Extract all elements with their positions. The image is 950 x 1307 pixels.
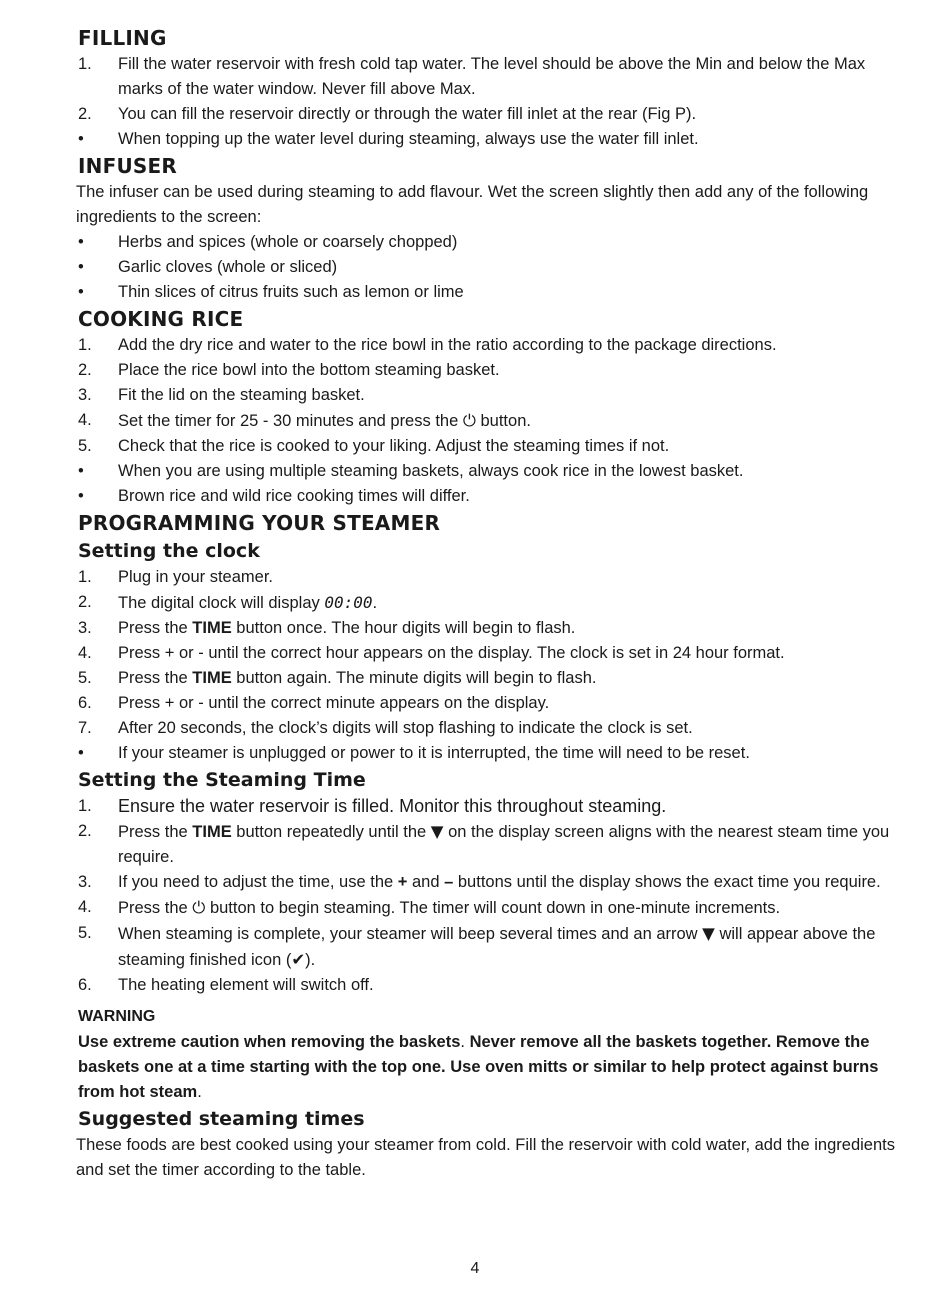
list-item: [78, 716, 908, 741]
list-item-text: Add the dry rice and water to the rice bowl in the ratio according to the package directions.: [118, 336, 777, 354]
list-marker: 4.: [78, 411, 92, 429]
minus-symbol: –: [444, 873, 454, 891]
list-item: [78, 870, 908, 895]
list-marker: 3.: [78, 619, 92, 637]
list-item: [78, 616, 908, 641]
text-run: Press the: [118, 899, 193, 917]
list-marker: 3.: [78, 386, 92, 404]
list-item: [78, 973, 908, 998]
list-item: [78, 895, 908, 921]
list-item: [78, 641, 908, 666]
text-run: Press the: [118, 669, 193, 687]
list-item: [78, 255, 908, 280]
arrow-down-icon: ▼: [430, 822, 444, 841]
list-marker: •: [78, 258, 84, 276]
page-number: 4: [470, 1260, 480, 1277]
setting-steaming-time-heading: Setting the Steaming Time: [78, 769, 366, 791]
list-marker: 1.: [78, 568, 92, 586]
list-item-text: [118, 921, 908, 973]
list-item-text: Fit the lid on the steaming basket.: [118, 386, 365, 404]
text-run: Use extreme caution when removing the baskets: [78, 1033, 461, 1051]
suggested-section: [78, 1105, 908, 1183]
list-item-text: Press + or - until the correct minute appears on the display.: [118, 694, 550, 712]
text-run: When steaming is complete, your steamer will beep several times and an arrow: [118, 925, 703, 943]
list-item: [78, 127, 908, 152]
list-item: [78, 741, 908, 766]
list-marker: 3.: [78, 873, 92, 891]
infuser-heading: INFUSER: [78, 154, 177, 178]
list-marker: 4.: [78, 898, 92, 916]
list-item: [78, 484, 908, 509]
list-marker: 7.: [78, 719, 92, 737]
infuser-section: [78, 152, 908, 305]
list-item: [78, 52, 908, 102]
list-item: [78, 590, 908, 616]
list-item: [78, 666, 908, 691]
list-item-text: Brown rice and wild rice cooking times will differ.: [118, 487, 470, 505]
list-item-text: Place the rice bowl into the bottom steaming basket.: [118, 361, 500, 379]
list-item-text: If your steamer is unplugged or power to it is interrupted, the time will need to be reset.: [118, 744, 750, 762]
text-run: Press the: [118, 619, 193, 637]
list-item-text: [118, 870, 908, 895]
list-marker: •: [78, 462, 84, 480]
list-marker: 6.: [78, 694, 92, 712]
plus-symbol: +: [397, 873, 408, 891]
list-item: [78, 819, 908, 870]
text-run: button again. The minute digits will begin to flash.: [231, 669, 597, 687]
text-run: on the display screen aligns with the nearest steam time you require.: [118, 823, 890, 866]
list-marker: •: [78, 283, 84, 301]
text-run: button once. The hour digits will begin to flash.: [231, 619, 576, 637]
text-run: The digital clock will display: [118, 594, 325, 612]
list-item-text: [118, 408, 908, 434]
time-button-label: TIME: [192, 669, 232, 687]
text-run: button.: [475, 412, 531, 430]
cooking-rice-heading: COOKING RICE: [78, 307, 244, 331]
text-run: will appear above the steaming finished icon (: [118, 925, 876, 969]
suggested-heading: Suggested steaming times: [78, 1108, 365, 1130]
warning-heading: WARNING: [78, 1008, 156, 1025]
text-run: .: [197, 1083, 202, 1101]
cooking-rice-section: [78, 305, 908, 509]
list-marker: 2.: [78, 105, 92, 123]
list-item-text: Ensure the water reservoir is filled. Monitor this throughout steaming.: [118, 796, 667, 816]
text-run: Never remove all the baskets together. Remove the baskets one at a time starting with the top one. Use oven mitts or similar to help protect against burns from hot steam: [78, 1033, 879, 1101]
warning-section: [78, 1004, 908, 1105]
list-marker: 6.: [78, 976, 92, 994]
list-item-text: The heating element will switch off.: [118, 976, 374, 994]
list-item: [78, 280, 908, 305]
list-marker: •: [78, 744, 84, 762]
text-run: Press the: [118, 823, 193, 841]
page-content: [78, 24, 908, 1183]
checkmark-icon: ✔: [291, 950, 306, 969]
list-item: [78, 333, 908, 358]
programming-heading: PROGRAMMING YOUR STEAMER: [78, 511, 441, 535]
list-item-text: Garlic cloves (whole or sliced): [118, 258, 338, 276]
list-marker: •: [78, 487, 84, 505]
programming-section: [78, 509, 908, 998]
text-run: ).: [305, 951, 316, 969]
list-marker: 2.: [78, 361, 92, 379]
text-run: Set the timer for 25 - 30 minutes and press the: [118, 412, 463, 430]
list-marker: 1.: [78, 336, 92, 354]
list-item-text: Thin slices of citrus fruits such as lemon or lime: [118, 283, 464, 301]
setting-clock-heading: Setting the clock: [78, 540, 260, 562]
list-item-text: You can fill the reservoir directly or through the water fill inlet at the rear (Fig P).: [118, 105, 697, 123]
text-run: button to begin steaming. The timer will count down in one-minute increments.: [205, 899, 781, 917]
list-marker: 5.: [78, 437, 92, 455]
list-item: [78, 434, 908, 459]
list-item: [78, 408, 908, 434]
text-run: button repeatedly until the: [231, 823, 431, 841]
list-item: [78, 565, 908, 590]
list-item-text: [118, 819, 908, 870]
list-item-text: When you are using multiple steaming baskets, always cook rice in the lowest basket.: [118, 462, 744, 480]
list-item-text: Herbs and spices (whole or coarsely chopped): [118, 233, 458, 251]
list-item: [78, 102, 908, 127]
list-marker: 1.: [78, 797, 92, 815]
list-item: [78, 921, 908, 973]
text-run: .: [460, 1033, 470, 1051]
list-item: [78, 383, 908, 408]
list-item: [78, 459, 908, 484]
list-item: [78, 230, 908, 255]
text-run: If you need to adjust the time, use the: [118, 873, 398, 891]
list-item-text: Press + or - until the correct hour appears on the display. The clock is set in 24 hour format.: [118, 644, 785, 662]
list-marker: 5.: [78, 669, 92, 687]
list-marker: 1.: [78, 55, 92, 73]
list-item-text: When topping up the water level during steaming, always use the water fill inlet.: [118, 130, 699, 148]
list-item-text: Plug in your steamer.: [118, 568, 273, 586]
infuser-intro: The infuser can be used during steaming to add flavour. Wet the screen slightly then add any of the following ingredients to the screen:: [76, 183, 869, 226]
list-item: [78, 794, 908, 819]
arrow-down-icon: ▼: [702, 924, 715, 943]
text-run: and: [407, 873, 445, 891]
power-icon: ⏻: [462, 411, 476, 430]
list-marker: 4.: [78, 644, 92, 662]
list-item-text: [118, 895, 908, 921]
list-item-text: [118, 616, 908, 641]
text-run: buttons until the display shows the exact time you require.: [453, 873, 881, 891]
text-run: .: [372, 594, 378, 612]
list-item: [78, 358, 908, 383]
list-item-text: After 20 seconds, the clock’s digits will stop flashing to indicate the clock is set.: [118, 719, 693, 737]
list-marker: 2.: [78, 593, 92, 611]
list-item: [78, 691, 908, 716]
list-marker: •: [78, 233, 84, 251]
list-item-text: [118, 666, 908, 691]
suggested-text: These foods are best cooked using your steamer from cold. Fill the reservoir with cold water, add the ingredients and set the timer according to the table.: [76, 1136, 895, 1179]
list-item-text: [118, 590, 908, 616]
filling-heading: FILLING: [78, 26, 167, 50]
list-marker: 2.: [78, 822, 92, 840]
list-item-text: Fill the water reservoir with fresh cold tap water. The level should be above the Min and below the Max marks of the water window. Never fill above Max.: [118, 55, 866, 98]
time-button-label: TIME: [192, 619, 232, 637]
list-marker: •: [78, 130, 84, 148]
list-item-text: Check that the rice is cooked to your liking. Adjust the steaming times if not.: [118, 437, 670, 455]
power-icon: ⏻: [192, 898, 206, 917]
clock-display: 00:00: [324, 593, 373, 612]
warning-text: [78, 1030, 908, 1105]
time-button-label: TIME: [192, 823, 232, 841]
list-marker: 5.: [78, 924, 92, 942]
filling-section: [78, 24, 908, 152]
